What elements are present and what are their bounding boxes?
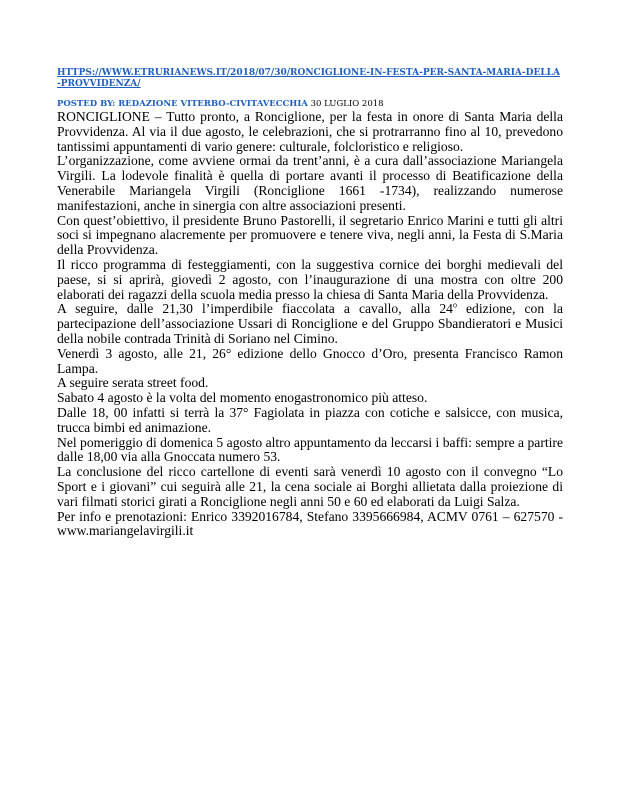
article-paragraph: Per info e prenotazioni: Enrico 3392016784, Stefano 3395666984, ACMV 0761 – 627570 - www.mariangelavirgili.it [57, 508, 563, 539]
article-paragraph: Sabato 4 agosto è la volta del momento enogastronomico più atteso. [57, 390, 428, 406]
paragraph-text: A seguire, dalle 21,30 l’imperdibile fiaccolata a cavallo, alla 24 [57, 301, 453, 317]
article-content [57, 68, 563, 539]
article-paragraph: Dalle 18, 00 infatti si terrà la 37° Fagiolata in piazza con cotiche e salsicce, con musica, trucca bimbi ed animazione. [57, 404, 563, 435]
article-paragraph: La conclusione del ricco cartellone di eventi sarà venerdì 10 agosto con il convegno “Lo Sport e i giovani” cui seguirà alle 21, la cena sociale ai Borghi allietata dalla proiezione di vari filmati storici girati a Ronciglione negli anni 50 e 60 ed elaborati da Luigi Salza. [57, 464, 563, 509]
article-body [57, 110, 563, 539]
byline-date: 30 LUGLIO 2018 [307, 99, 384, 109]
article-paragraph: Venerdì 3 agosto, alle 21, 26° edizione dello Gnocco d’Oro, presenta Francisco Ramon Lampa. [57, 345, 563, 376]
paragraph-text: edizione, con la partecipazione dell’associazione Ussari di Ronciglione e del Gruppo Sbandieratori e Musici della nobile contrada Trinità di Soriano nel Cimino. [57, 301, 563, 346]
article-paragraph: RONCIGLIONE – Tutto pronto, a Ronciglione, per la festa in onore di Santa Maria della Provvidenza. Al via il due agosto, le celebrazioni, che si protrarranno fino al 10, prevedono tantissimi appuntamenti di vario genere: culturale, folcloristico e religioso. [57, 109, 563, 154]
byline-prefix: POSTED BY: [57, 99, 119, 109]
source-url-link[interactable]: HTTPS://WWW.ETRURIANEWS.IT/2018/07/30/RONCIGLIONE-IN-FESTA-PER-SANTA-MARIA-DELLA-PROVVIDENZA/ [57, 68, 560, 89]
article-paragraph: Il ricco programma di festeggiamenti, con la suggestiva cornice dei borghi medievali del paese, si si aprirà, giovedì 2 agosto, con l’inaugurazione di una mostra con oltre 200 elaborati dei ragazzi della scuola media presso la chiesa di Santa Maria della Provvidenza. [57, 256, 563, 302]
ordinal-superscript: o [452, 300, 457, 310]
byline-author: REDAZIONE VITERBO-CIVITAVECCHIA [118, 99, 308, 109]
article-paragraph [57, 302, 563, 346]
article-paragraph: A seguire serata street food. [57, 375, 209, 391]
article-paragraph: Nel pomeriggio di domenica 5 agosto altro appuntamento da leccarsi i baffi: sempre a partire dalle 18,00 via alla Gnoccata numero 53. [57, 434, 563, 465]
article-paragraph: Con quest’obiettivo, il presidente Bruno Pastorelli, il segretario Enrico Marini e tutti gli altri soci si impegnano alacremente per promuovere e tenere viva, negli anni, la Festa di S.Maria della Provvidenza. [57, 212, 563, 258]
article-paragraph: L’organizzazione, come avviene ormai da trent’anni, è a cura dall’associazione Mariangela Virgili. La lodevole finalità è quella di portare avanti il processo di Beatificazione della Venerabile Mariangela Virgili (Ronciglione 1661 -1734), realizzando numerose manifestazioni, anche in sinergia con altre associazioni presenti. [57, 153, 563, 213]
